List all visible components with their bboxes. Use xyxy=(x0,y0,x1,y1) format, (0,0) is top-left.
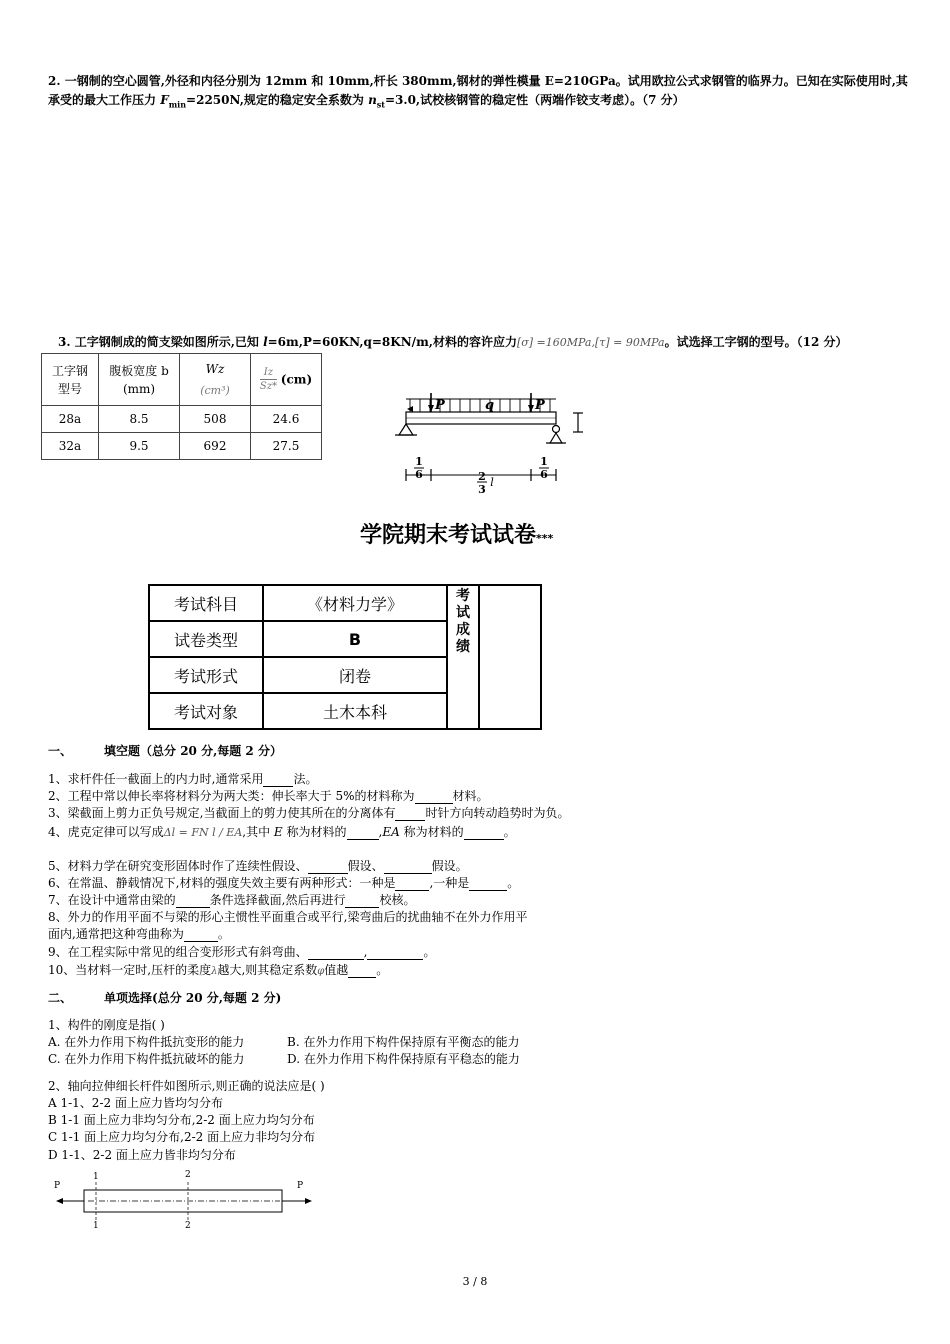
exam-target-value: 土木本科 xyxy=(263,693,447,729)
section-1-num: 一、 xyxy=(48,744,73,758)
section-2-top: 2 xyxy=(185,1170,191,1180)
answer-blank[interactable] xyxy=(348,965,376,978)
answer-blank[interactable] xyxy=(464,827,504,840)
roller-support-right xyxy=(553,426,560,433)
answer-blank[interactable] xyxy=(184,929,218,942)
cell: 8.5 xyxy=(99,406,180,433)
answer-blank[interactable] xyxy=(415,791,453,804)
text: 越大,则其稳定系数 xyxy=(217,963,318,977)
fill-item-7 xyxy=(48,891,415,908)
text: 称为材料的 xyxy=(399,825,464,839)
q3-text-lead: 3. 工字钢制成的简支梁如图所示,已知 xyxy=(58,335,264,349)
text: 假设。 xyxy=(431,859,468,873)
fill-item-1 xyxy=(48,770,317,787)
q2-fmin-sub: min xyxy=(168,99,187,110)
cell: 508 xyxy=(180,406,251,433)
section-2-heading xyxy=(48,989,281,1006)
text: 假设、 xyxy=(347,859,384,873)
answer-blank[interactable] xyxy=(367,947,423,960)
q2-fmin: F xyxy=(160,93,169,107)
answer-blank[interactable] xyxy=(308,947,364,960)
text: 2、工程中常以伸长率将材料分为两大类：伸长率大于 5%的材料称为 xyxy=(48,789,415,803)
q2-text-lead: 2. 一钢制的空心圆管,外径和内径分别为 12mm 和 10mm,杆长 380mm,钢材的弹性模量 E=210GPa。试用欧拉公式求钢管的临界力。已知在实际使用时,其承受的最大工作压力 xyxy=(48,74,908,107)
text: 时针方向转动趋势时为负。 xyxy=(425,806,570,820)
header-section-type: 工字钢 型号 xyxy=(42,354,99,406)
beam-diagram xyxy=(385,385,605,500)
text: 4、虎克定律可以写成 xyxy=(48,825,164,839)
q3-l: l xyxy=(263,335,268,349)
exam-target-label: 考试对象 xyxy=(149,693,263,729)
answer-blank[interactable] xyxy=(469,878,507,891)
text: ,一种是 xyxy=(429,876,470,890)
page-number: 3 / 8 xyxy=(462,1275,488,1288)
section-2-title: 单项选择(总分 20 分,每题 2 分) xyxy=(104,991,282,1005)
question-2 xyxy=(48,72,908,114)
header-wz-unit: (cm³) xyxy=(200,384,230,397)
q2-text-tail: =3.0,试校核钢管的稳定性（两端作铰支考虑）。（7 分） xyxy=(385,93,685,107)
answer-blank[interactable] xyxy=(384,861,432,874)
q3-text-tail: 。试选择工字钢的型号。（12 分） xyxy=(664,335,848,349)
text: 。 xyxy=(217,927,230,941)
exam-form-label: 考试形式 xyxy=(149,657,263,693)
title-text: 学院期末考试试卷 xyxy=(360,523,537,548)
text: 。 xyxy=(423,945,436,959)
tension-bar-diagram xyxy=(48,1166,318,1232)
var-lambda: λ xyxy=(211,966,218,977)
section-1-title: 填空题（总分 20 分,每题 2 分） xyxy=(104,744,282,758)
text: 1、求杆件任一截面上的内力时,通常采用 xyxy=(48,772,264,786)
fill-item-4 xyxy=(48,823,516,840)
cell: 32a xyxy=(42,433,99,460)
option-d[interactable]: D 1-1、2-2 面上应力皆非均匀分布 xyxy=(48,1148,236,1162)
var-phi: φ xyxy=(317,966,325,977)
dim-left-den: 6 xyxy=(415,468,423,481)
exam-subject-value: 《材料力学》 xyxy=(263,585,447,621)
header-iz: Iz xyxy=(260,366,277,380)
header-wz xyxy=(180,354,251,406)
text: 6、在常温、静载情况下,材料的强度失效主要有两种形式：一种是 xyxy=(48,876,396,890)
section-2-num: 二、 xyxy=(48,991,73,1005)
bar-p-right: P xyxy=(297,1181,304,1191)
header-cm: (cm) xyxy=(280,372,313,387)
text: , xyxy=(363,945,368,959)
text: 3、梁截面上剪力正负号规定,当截面上的剪力使其所在的分离体有 xyxy=(48,806,396,820)
question-3 xyxy=(58,333,918,350)
fill-item-8-cont xyxy=(48,925,230,942)
exam-info-table xyxy=(148,584,542,730)
var-ea: EA xyxy=(382,825,400,839)
header-wz-label: Wz xyxy=(205,362,225,376)
answer-blank[interactable] xyxy=(308,861,348,874)
answer-blank[interactable] xyxy=(347,827,379,840)
answer-blank[interactable] xyxy=(345,895,379,908)
text: 。 xyxy=(376,963,389,977)
label-p-right: P xyxy=(535,398,545,413)
section-1-bottom: 1 xyxy=(93,1221,99,1231)
text: 。 xyxy=(503,825,516,839)
fill-item-3 xyxy=(48,804,569,821)
answer-blank[interactable] xyxy=(263,774,293,787)
q2-text-mid: =2250N,规定的稳定安全系数为 xyxy=(186,93,369,107)
q3-allowable-stress-formula: [σ] =160MPa,[τ] = 90MPa xyxy=(516,336,665,349)
option-b[interactable]: B. 在外力作用下构件保持原有平衡态的能力 xyxy=(287,1035,520,1049)
fill-item-10 xyxy=(48,961,388,978)
text: 校核。 xyxy=(379,893,416,907)
option-a[interactable]: A 1-1、2-2 面上应力皆均匀分布 xyxy=(48,1096,223,1110)
cell: 9.5 xyxy=(99,433,180,460)
fill-item-6 xyxy=(48,874,519,891)
cell: 24.6 xyxy=(251,406,322,433)
header-sz: Sz* xyxy=(259,381,277,392)
exam-form-value: 闭卷 xyxy=(263,657,447,693)
page-title xyxy=(360,518,553,549)
fill-item-5 xyxy=(48,857,468,874)
text: 面内,通常把这种弯曲称为 xyxy=(48,927,184,941)
option-c[interactable]: C 1-1 面上应力均匀分布,2-2 面上应力非均匀分布 xyxy=(48,1130,316,1144)
section-1-heading xyxy=(48,742,282,759)
choice-question-1: 1、构件的刚度是指( ) xyxy=(48,1018,165,1032)
section-2-bottom: 2 xyxy=(185,1221,191,1231)
dim-mid-var: l xyxy=(490,476,494,489)
cell: 28a xyxy=(42,406,99,433)
dim-mid-num: 2 xyxy=(478,470,486,483)
dim-right-num: 1 xyxy=(540,455,548,468)
title-stars: *** xyxy=(536,532,554,545)
dim-left-num: 1 xyxy=(415,455,423,468)
choice-question-2: 2、轴向拉伸细长杆件如图所示,则正确的说法应是( ) xyxy=(48,1079,325,1093)
text: ,其中 xyxy=(242,825,274,839)
text: 值越 xyxy=(324,963,349,977)
q2-nst: n xyxy=(368,93,377,107)
fill-item-9 xyxy=(48,943,435,960)
cell: 27.5 xyxy=(251,433,322,460)
text: 7、在设计中通常由梁的 xyxy=(48,893,176,907)
text: 。 xyxy=(507,876,520,890)
dim-mid-den: 3 xyxy=(478,483,486,496)
text: 材料。 xyxy=(452,789,489,803)
bar-p-left: P xyxy=(54,1181,61,1191)
option-c[interactable]: C. 在外力作用下构件抵抗破坏的能力 xyxy=(48,1052,245,1066)
q2-nst-sub: st xyxy=(376,99,385,110)
hooke-formula: Δl = FN l / EA xyxy=(163,826,243,839)
fill-item-8 xyxy=(48,908,527,925)
text: 9、在工程实际中常见的组合变形形式有斜弯曲、 xyxy=(48,945,308,959)
fill-item-2 xyxy=(48,787,489,804)
text: 5、材料力学在研究变形固体时作了连续性假设、 xyxy=(48,859,308,873)
paper-type-label: 试卷类型 xyxy=(149,621,263,657)
answer-blank[interactable] xyxy=(176,895,210,908)
table-row xyxy=(42,433,322,460)
exam-score-box xyxy=(479,585,541,729)
text: 条件选择截面,然后再进行 xyxy=(209,893,346,907)
pin-support-left xyxy=(399,424,413,435)
answer-blank[interactable] xyxy=(395,808,425,821)
option-d[interactable]: D. 在外力作用下构件保持原有平稳态的能力 xyxy=(287,1052,520,1066)
answer-blank[interactable] xyxy=(395,878,429,891)
text: , xyxy=(378,825,383,839)
label-p-left: P xyxy=(435,398,445,413)
q3-text-mid: =6m,P=60KN,q=8KN/m,材料的容许应力 xyxy=(267,335,517,349)
text: 称为材料的 xyxy=(282,825,347,839)
paper-type-value: B xyxy=(263,621,447,657)
var-e: E xyxy=(273,825,283,839)
option-a[interactable]: A. 在外力作用下构件抵抗变形的能力 xyxy=(48,1035,245,1049)
text: 法。 xyxy=(293,772,318,786)
section-1-top: 1 xyxy=(93,1172,99,1182)
header-iz-sz xyxy=(251,354,322,406)
dim-right-den: 6 xyxy=(540,468,548,481)
steel-section-table xyxy=(41,353,322,460)
option-b[interactable]: B 1-1 面上应力非均匀分布,2-2 面上应力均匀分布 xyxy=(48,1113,315,1127)
text: 8、外力的作用平面不与梁的形心主惯性平面重合或平行,梁弯曲后的扰曲轴不在外力作用平 xyxy=(48,910,528,924)
text: 10、当材料一定时,压杆的柔度 xyxy=(48,963,212,977)
label-q: q xyxy=(485,398,495,413)
exam-score-label: 考 试 成 绩 xyxy=(447,585,479,729)
cell: 692 xyxy=(180,433,251,460)
table-row xyxy=(42,406,322,433)
exam-subject-label: 考试科目 xyxy=(149,585,263,621)
header-web-width: 腹板宽度 b (mm) xyxy=(99,354,180,406)
